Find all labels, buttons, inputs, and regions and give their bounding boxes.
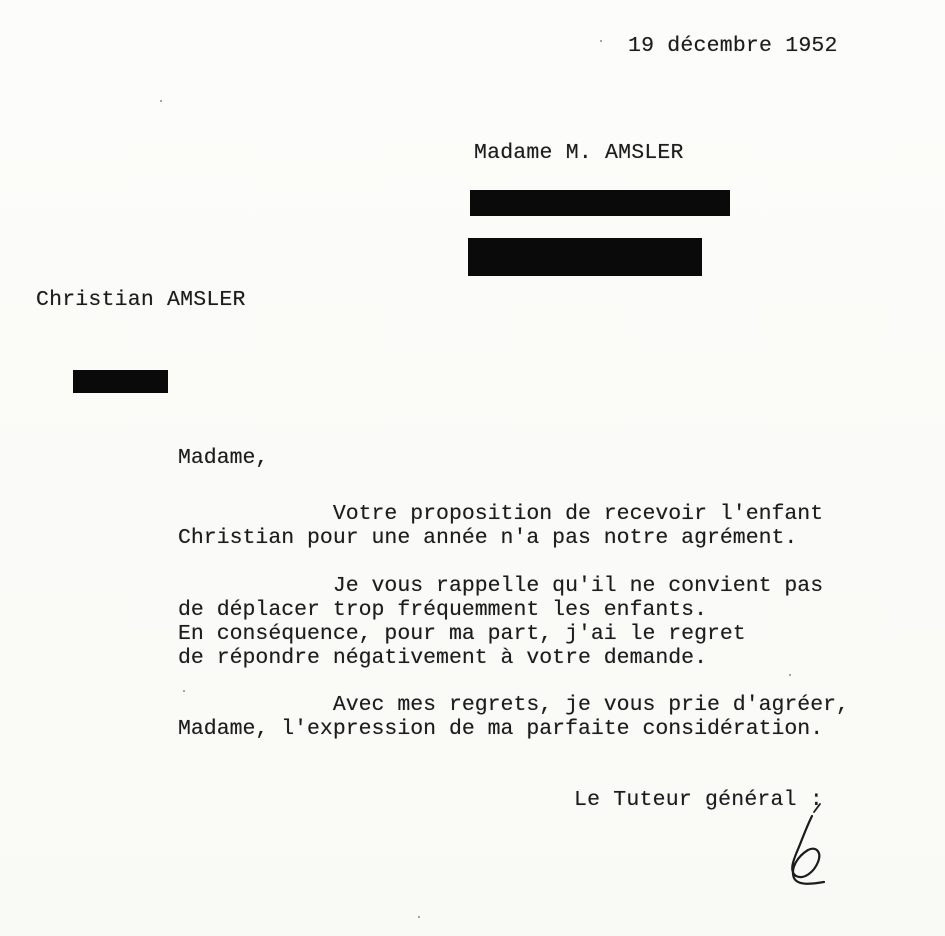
signature-title: Le Tuteur général : — [574, 788, 823, 812]
paragraph-2-line-3: En conséquence, pour ma part, j'ai le regret — [178, 622, 746, 646]
salutation: Madame, — [178, 446, 269, 470]
redacted-reference — [73, 370, 168, 393]
letter-date: 19 décembre 1952 — [628, 34, 838, 58]
paper-speck — [418, 916, 420, 918]
paper-speck — [183, 690, 185, 692]
paper-speck — [160, 100, 162, 102]
paragraph-1-line-2: Christian pour une année n'a pas notre agrément. — [178, 526, 798, 550]
paper-speck — [789, 674, 791, 676]
paragraph-1-line-1: Votre proposition de recevoir l'enfant — [178, 502, 824, 526]
paper-speck — [600, 40, 602, 42]
paragraph-3-line-1: Avec mes regrets, je vous prie d'agréer, — [178, 693, 849, 717]
recipient-name: Madame M. AMSLER — [474, 141, 684, 165]
paragraph-2-line-2: de déplacer trop fréquemment les enfants. — [178, 598, 707, 622]
handwritten-signature — [772, 802, 836, 888]
redacted-address-line-2 — [468, 238, 702, 276]
child-reference: Christian AMSLER — [36, 288, 246, 312]
redacted-address-line-1 — [470, 190, 730, 216]
paragraph-3-line-2: Madame, l'expression de ma parfaite considération. — [178, 717, 824, 741]
paragraph-2-line-1: Je vous rappelle qu'il ne convient pas — [178, 574, 824, 598]
paragraph-2-line-4: de répondre négativement à votre demande. — [178, 646, 707, 670]
